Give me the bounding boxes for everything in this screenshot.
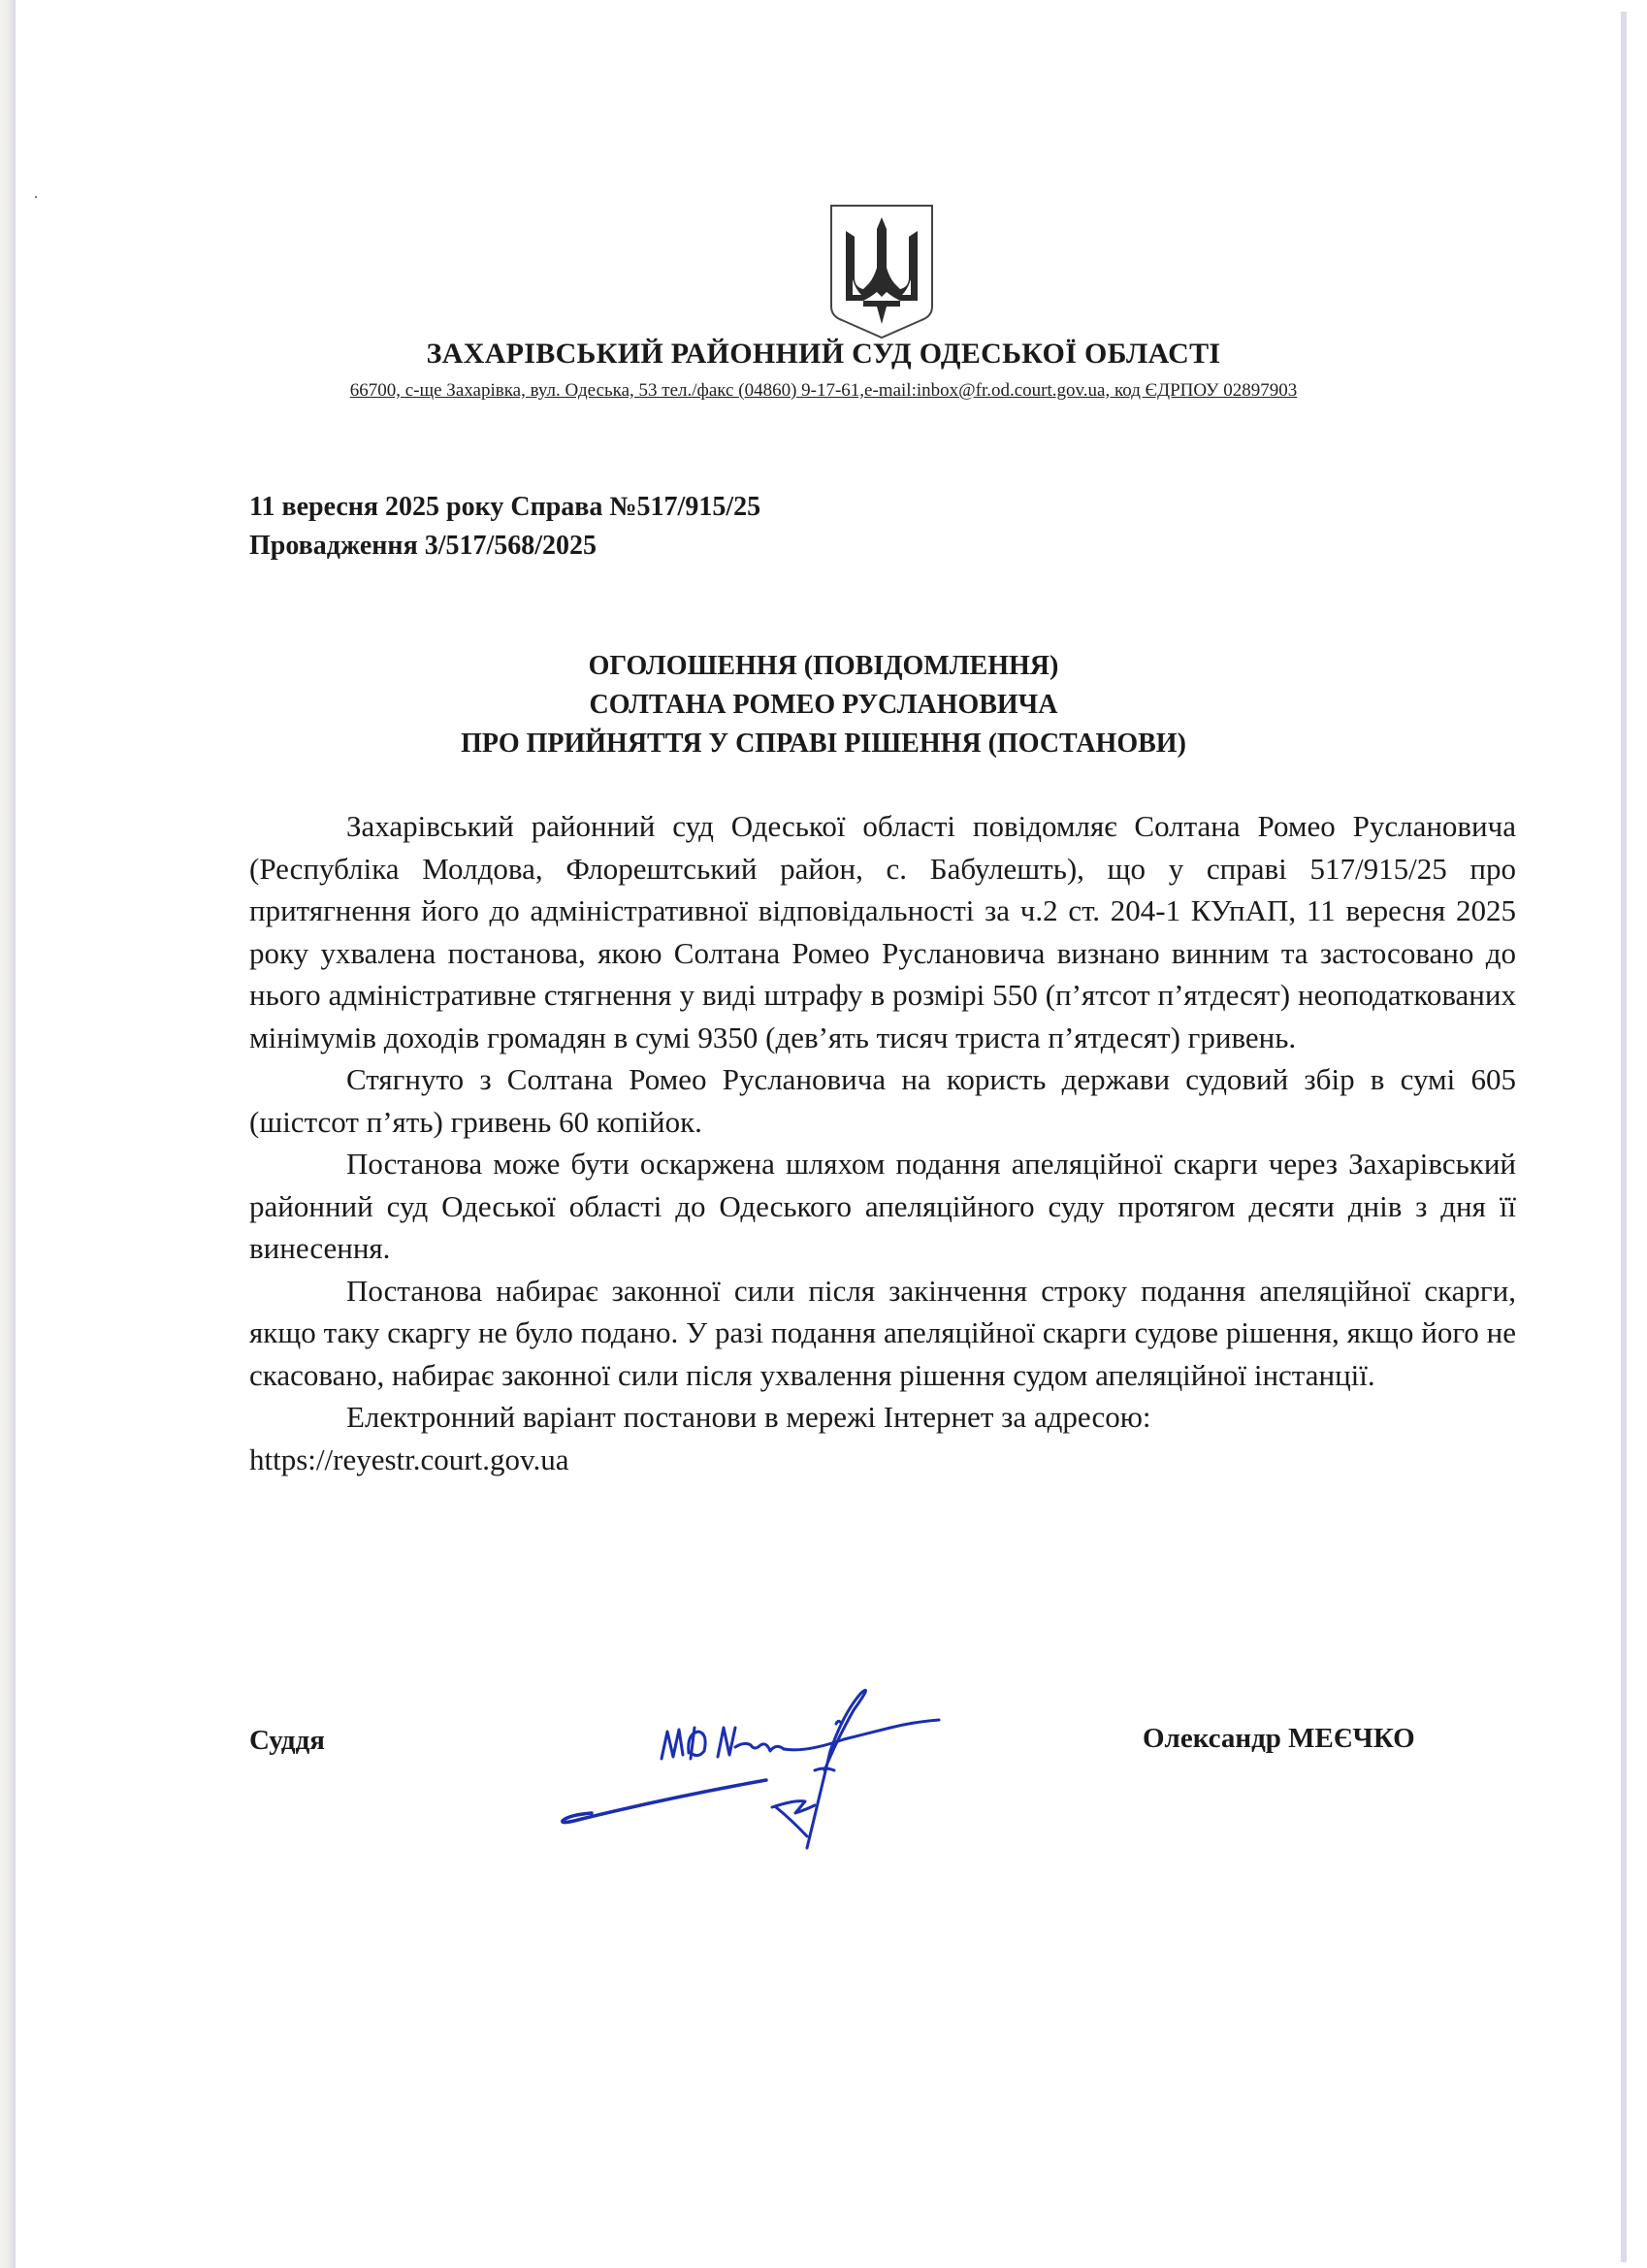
proceeding-number: Провадження 3/517/568/2025 — [249, 531, 597, 561]
date-case-number: 11 вересня 2025 року Справа №517/915/25 — [249, 492, 761, 522]
court-address: 66700, с-ще Захарівка, вул. Одеська, 53 тел./факс (04860) 9-17-61,e-mail:inbox@fr.od.court.gov.ua, код ЄДРПОУ 02897903 — [349, 380, 1298, 401]
case-meta — [249, 488, 760, 566]
paragraph-decision: Захарівський районний суд Одеської області повідомляє Солтана Ромео Руслановича (Республіка Молдова, Флорештський район, с. Бабулешть), що у справі 517/915/25 про притягнення його до адміністративної відповідальності за ч.2 ст. 204-1 КУпАП, 11 вересня 2025 року ухвалена постанова, якою Солтана Ромео Руслановича визнано винним та застосовано до нього адміністративне стягнення у виді штрафу в розмірі 550 (п’ятсот п’ятдесят) неоподаткованих мінімумів доходів громадян в сумі 9350 (дев’ять тисяч триста п’ятдесят) гривень. — [249, 809, 1516, 1054]
document-body — [249, 805, 1516, 1480]
signature-label: Суддя — [249, 1725, 325, 1756]
judge-name: Олександр МЕЄЧКО — [1143, 1723, 1415, 1754]
paragraph-appeal: Постанова може бути оскаржена шляхом подання апеляційної скарги через Захарівський районний суд Одеської області до Одеського апеляційного суду протягом десяти днів з дня її винесення. — [249, 1147, 1516, 1265]
court-name: ЗАХАРІВСЬКИЙ РАЙОННИЙ СУД ОДЕСЬКОЇ ОБЛАСТІ — [426, 338, 1221, 370]
paragraph-electronic: Електронний варіант постанови в мережі Інтернет за адресою: — [346, 1400, 1151, 1434]
registry-url-link[interactable]: https://reyestr.court.gov.ua — [249, 1442, 569, 1476]
scan-speck — [35, 196, 37, 198]
title-line-3: ПРО ПРИЙНЯТТЯ У СПРАВІ РІШЕННЯ (ПОСТАНОВИ) — [461, 729, 1186, 759]
title-line-2: СОЛТАНА РОМЕО РУСЛАНОВИЧА — [589, 690, 1058, 720]
title-line-1: ОГОЛОШЕННЯ (ПОВІДОМЛЕННЯ) — [588, 651, 1059, 681]
paragraph-legal-force: Постанова набирає законної сили після закінчення строку подання апеляційної скарги, якщо таку скаргу не було подано. У разі подання апеляційної скарги судове рішення, якщо його не скасовано, набирає законної сили після ухвалення рішення судом апеляційної інстанції. — [249, 1273, 1516, 1392]
paragraph-court-fee: Стягнуто з Солтана Ромео Руслановича на користь держави судовий збір в сумі 605 (шістсот п’ять) гривень 60 копійок. — [249, 1062, 1516, 1139]
handwritten-signature — [553, 1683, 951, 1853]
document-title — [0, 647, 1647, 763]
coat-of-arms-trident-icon — [828, 200, 935, 340]
